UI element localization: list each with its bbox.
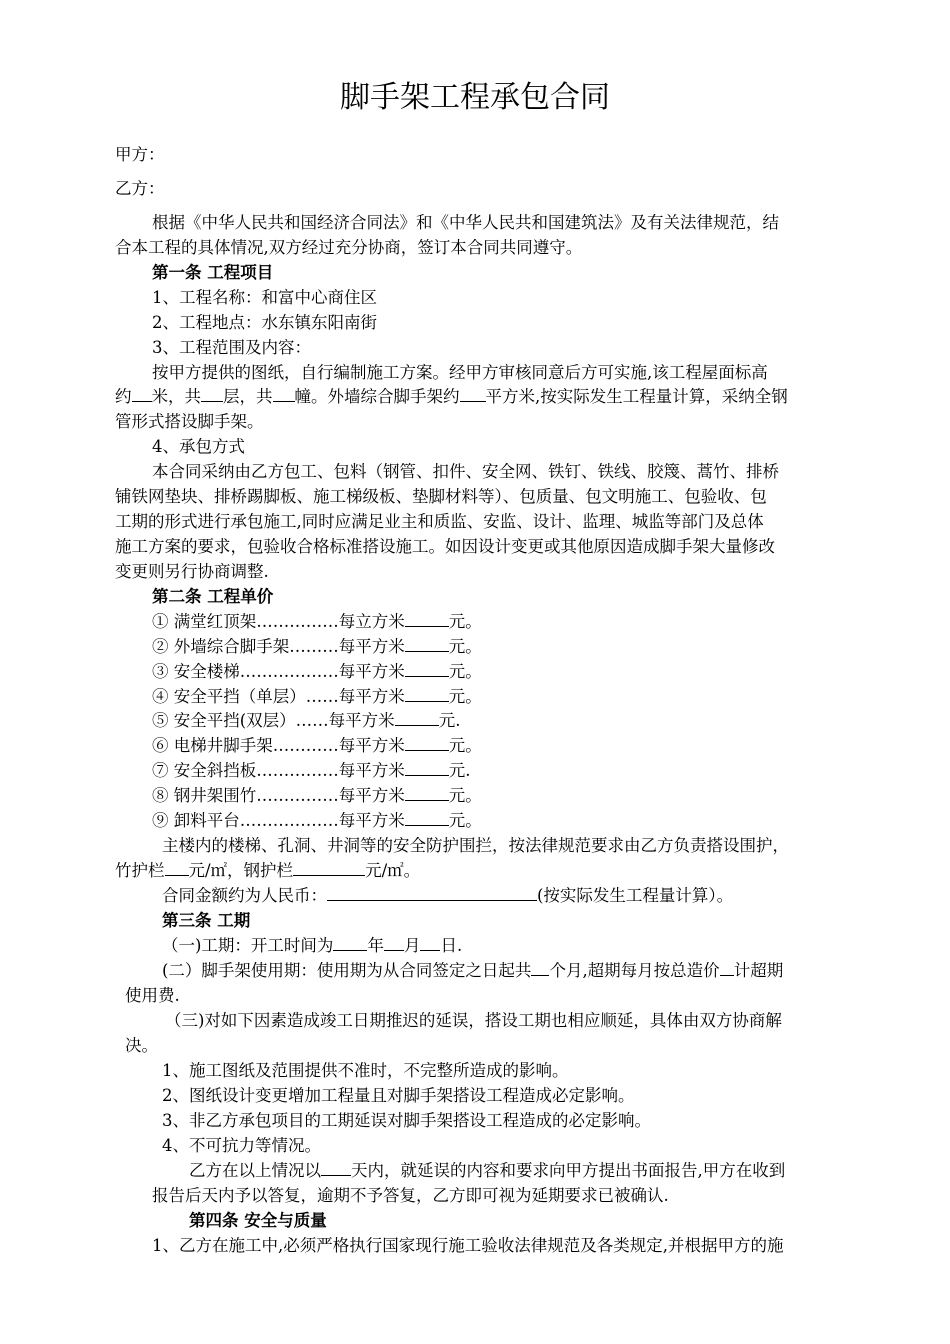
article-4-heading: 第四条 安全与质量 (189, 1211, 327, 1230)
article-4-item-1: 1、乙方在施工中,必须严格执行国家现行施工验收法律规范及各类规定,并根据甲方的施 (152, 1236, 784, 1255)
scope-line-3: 管形式搭设脚手架。 (115, 412, 264, 431)
price-item: ⑨ 卸料平台………………每平方米 元。 (152, 811, 482, 830)
mode-line-5: 变更则另行协商调整. (115, 562, 269, 581)
guardrail-line-2: 竹护栏 元/㎡，钢护栏 元/㎡。 (115, 861, 421, 880)
delay-cause-1: 1、施工图纸及范围提供不准时，不完整所造成的影响。 (162, 1061, 569, 1080)
contract-amount: 合同金额约为人民币： (按实际发生工程量计算）。 (162, 886, 734, 905)
period-clause-3: （三)对如下因素造成竣工日期推迟的延误，搭设工期也相应顺延，具体由双方协商解 (165, 1011, 782, 1030)
party-a-label: 甲方： (115, 145, 165, 164)
price-item: ③ 安全楼梯………………每平方米 元。 (152, 662, 482, 681)
price-item: ⑥ 电梯井脚手架…………每平方米 元。 (152, 736, 482, 755)
mode-line-4: 施工方案的要求，包验收合格标准搭设施工。如因设计变更或其他原因造成脚手架大量修改 (115, 537, 775, 556)
mode-line-1: 本合同采纳由乙方包工、包料（钢管、扣件、安全网、铁钉、铁线、胶篾、蒿竹、排桥 (152, 462, 779, 481)
mode-line-3: 工期的形式进行承包施工,同时应满足业主和质监、安监、设计、监理、城监等部门及总体 (115, 512, 764, 531)
delay-cause-4: 4、不可抗力等情况。 (162, 1136, 321, 1155)
price-item: ① 满堂红顶架……………每立方米 元。 (152, 612, 482, 631)
article-3-heading: 第三条 工期 (162, 911, 251, 930)
report-line-2: 报告后天内予以答复，逾期不予答复，乙方即可视为延期要求已被确认. (152, 1186, 669, 1205)
mode-line-2: 铺铁网垫块、排桥踢脚板、施工梯级板、垫脚材料等）、包质量、包文明施工、包验收、包 (115, 487, 767, 506)
period-clause-2-cont: 使用费. (125, 986, 180, 1005)
report-line-1: 乙方在以上情况以 天内，就延误的内容和要求向甲方提出书面报告,甲方在收到 (189, 1161, 786, 1180)
period-clause-1: （一)工期：开工时间为 年 月 日. (162, 936, 463, 955)
price-item: ⑦ 安全斜挡板……………每平方米 元. (152, 761, 471, 780)
price-item: ⑧ 钢井架围竹……………每平方米 元。 (152, 786, 482, 805)
period-clause-2: (二）脚手架使用期：使用期为从合同签定之日起共 个月,超期每月按总造价 计超期 (162, 961, 784, 980)
scope-line-2: 约 米，共 层，共 幢。外墙综合脚手架约 平方米,按实际发生工程量计算，采纳全钢 (115, 387, 788, 406)
price-item: ② 外墙综合脚手架………每平方米 元。 (152, 637, 482, 656)
project-scope-label: 3、工程范围及内容： (152, 338, 311, 357)
price-item: ④ 安全平挡（单层）……每平方米 元。 (152, 687, 482, 706)
article-2-heading: 第二条 工程单价 (152, 587, 274, 606)
project-name: 1、工程名称：和富中心商住区 (152, 288, 377, 307)
document-title: 脚手架工程承包合同 (340, 80, 610, 115)
project-location: 2、工程地点：水东镇东阳南街 (152, 313, 377, 332)
intro-line-2: 合本工程的具体情况,双方经过充分协商，签订本合同共同遵守。 (115, 238, 583, 257)
period-clause-3-cont: 决。 (125, 1036, 158, 1055)
scope-line-1: 按甲方提供的图纸，自行编制施工方案。经甲方审核同意后方可实施,该工程屋面标高 (152, 363, 768, 382)
price-item: ⑤ 安全平挡(双层）……每平方米 元. (152, 711, 461, 730)
guardrail-line-1: 主楼内的楼梯、孔洞、井洞等的安全防护围拦，按法律规范要求由乙方负责搭设围护， (162, 836, 789, 855)
intro-line-1: 根据《中华人民共和国经济合同法》和《中华人民共和国建筑法》及有关法律规范，结 (152, 213, 779, 232)
article-1-heading: 第一条 工程项目 (152, 263, 274, 282)
contract-mode-label: 4、承包方式 (152, 437, 245, 456)
delay-cause-2: 2、图纸设计变更增加工程量且对脚手架搭设工程造成必定影响。 (162, 1086, 635, 1105)
delay-cause-3: 3、非乙方承包项目的工期延误对脚手架搭设工程造成的必定影响。 (162, 1111, 651, 1130)
party-b-label: 乙方： (115, 179, 165, 198)
